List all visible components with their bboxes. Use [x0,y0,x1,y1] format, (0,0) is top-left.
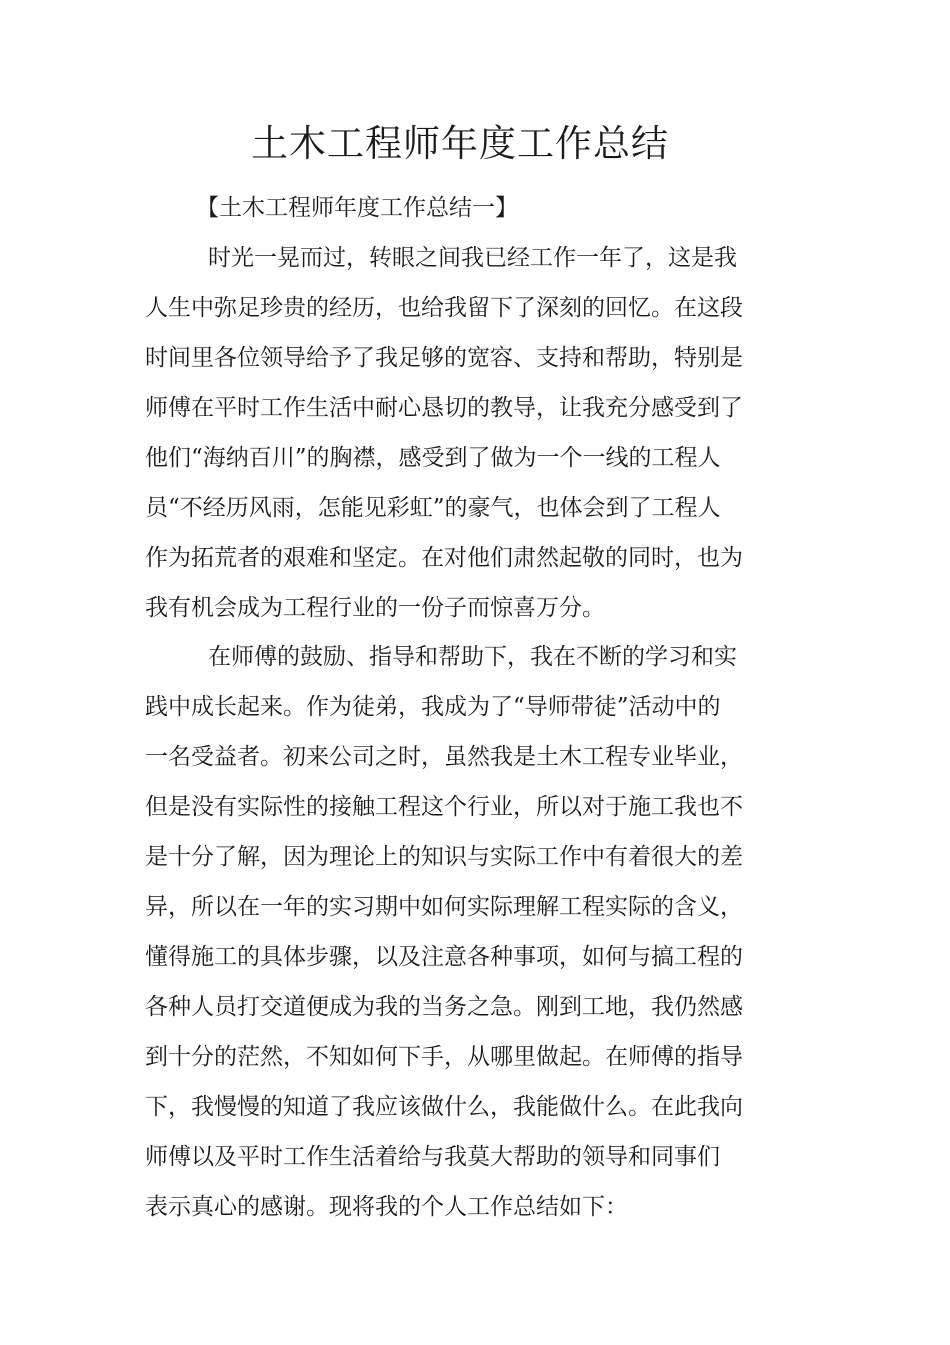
paragraph-line: 他们“海纳百川”的胸襟，感受到了做为一个一线的工程人 [145,445,721,471]
paragraph-line: 懂得施工的具体步骤，以及注意各种事项，如何与搞工程的 [145,944,743,970]
paragraph-line: 师傅以及平时工作生活着给与我莫大帮助的领导和同事们 [145,1144,720,1170]
document-title: 土木工程师年度工作总结 [251,122,669,165]
paragraph-line: 下，我慢慢的知道了我应该做什么，我能做什么。在此我向 [145,1094,743,1120]
paragraph-line: 人生中弥足珍贵的经历，也给我留下了深刻的回忆。在这段 [145,295,743,321]
paragraph-line: 在师傅的鼓励、指导和帮助下，我在不断的学习和实 [208,644,737,670]
paragraph-line: 各种人员打交道便成为我的当务之急。刚到工地，我仍然感 [145,994,743,1020]
paragraph-line: 异，所以在一年的实习期中如何实际理解工程实际的含义， [145,894,743,920]
paragraph-2 [145,632,745,1232]
paragraph-line: 时间里各位领导给予了我足够的宽容、支持和帮助，特别是 [145,345,743,371]
paragraph-line: 到十分的茫然，不知如何下手，从哪里做起。在师傅的指导 [145,1044,743,1070]
paragraph-line: 表示真心的感谢。现将我的个人工作总结如下： [145,1194,628,1220]
paragraph-line: 时光一晃而过，转眼之间我已经工作一年了，这是我 [208,245,737,271]
paragraph-line: 员“不经历风雨，怎能见彩虹”的豪气，也体会到了工程人 [145,495,721,521]
paragraph-line: 但是没有实际性的接触工程这个行业，所以对于施工我也不 [145,794,743,820]
paragraph-line: 一名受益者。初来公司之时，虽然我是土木工程专业毕业， [145,744,743,770]
paragraph-line: 作为拓荒者的艰难和坚定。在对他们肃然起敬的同时，也为 [145,545,743,571]
paragraph-line: 我有机会成为工程行业的一份子而惊喜万分。 [145,595,605,621]
paragraph-line: 师傅在平时工作生活中耐心恳切的教导，让我充分感受到了 [145,395,743,421]
paragraph-line: 是十分了解，因为理论上的知识与实际工作中有着很大的差 [145,844,743,870]
paragraph-line: 践中成长起来。作为徒弟，我成为了“导师带徒”活动中的 [145,694,721,720]
section-heading: 【土木工程师年度工作总结一】 [196,195,518,221]
paragraph-1 [145,233,745,633]
